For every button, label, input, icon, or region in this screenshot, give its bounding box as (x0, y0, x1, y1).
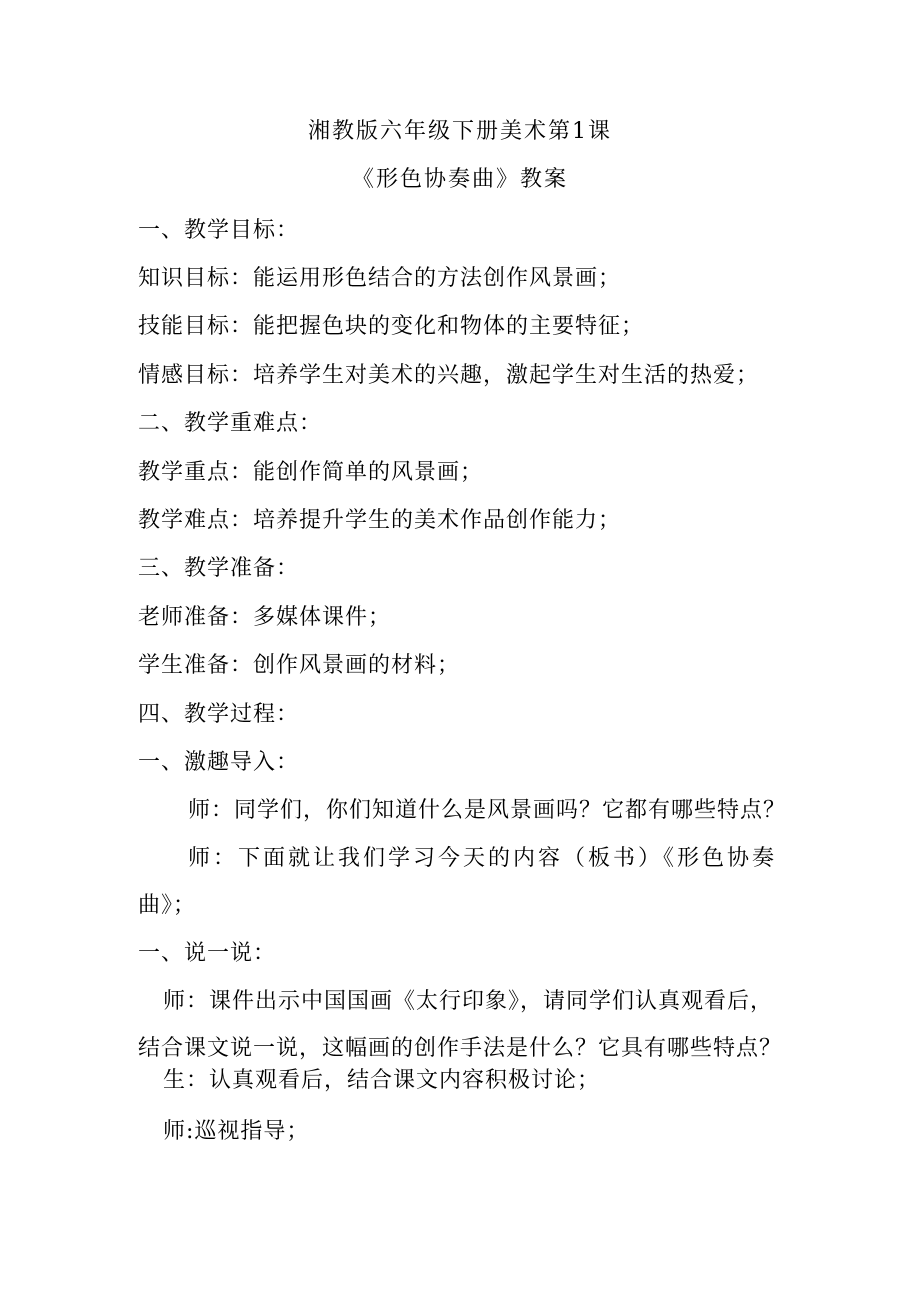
section-heading-objectives: 一、教学目标： (138, 218, 300, 243)
paragraph-teacher-guidance: 师:巡视指导； (163, 1119, 310, 1144)
subsection-heading-intro: 一、激趣导入： (138, 750, 300, 775)
document-title: 湘教版六年级下册美术第1课 (308, 119, 612, 144)
paragraph-teacher-show-line2: 结合课文说一说，这幅画的创作手法是什么？它具有哪些特点？ (138, 1036, 783, 1061)
paragraph-teacher-preparation: 老师准备：多媒体课件； (138, 605, 392, 630)
section-heading-key-points: 二、教学重难点： (138, 411, 323, 436)
paragraph-key-point: 教学重点：能创作简单的风景画； (138, 460, 484, 485)
paragraph-teacher-lesson-line2: 曲》； (138, 893, 197, 918)
paragraph-teacher-lesson-line1: 师：下面就让我们学习今天的内容（板书）《形色协奏 (188, 846, 778, 871)
paragraph-knowledge-objective: 知识目标：能运用形色结合的方法创作风景画； (138, 266, 622, 291)
document-subtitle: 《形色协奏曲》教案 (351, 167, 568, 192)
section-heading-preparation: 三、教学准备： (138, 556, 300, 581)
paragraph-teacher-question: 师：同学们，你们知道什么是风景画吗？它都有哪些特点？ (188, 798, 787, 823)
subsection-heading-discuss: 一、说一说： (138, 941, 277, 966)
paragraph-student-preparation: 学生准备：创作风景画的材料； (138, 653, 461, 678)
paragraph-student-response: 生：认真观看后，结合课文内容积极讨论； (163, 1068, 601, 1093)
paragraph-skill-objective: 技能目标：能把握色块的变化和物体的主要特征； (138, 314, 645, 339)
paragraph-difficult-point: 教学难点：培养提升学生的美术作品创作能力； (138, 508, 622, 533)
paragraph-teacher-show-line1: 师：课件出示中国国画《太行印象》，请同学们认真观看后， (163, 989, 774, 1014)
paragraph-emotion-objective: 情感目标：培养学生对美术的兴趣，激起学生对生活的热爱； (138, 363, 760, 388)
section-heading-process: 四、教学过程： (138, 702, 300, 727)
